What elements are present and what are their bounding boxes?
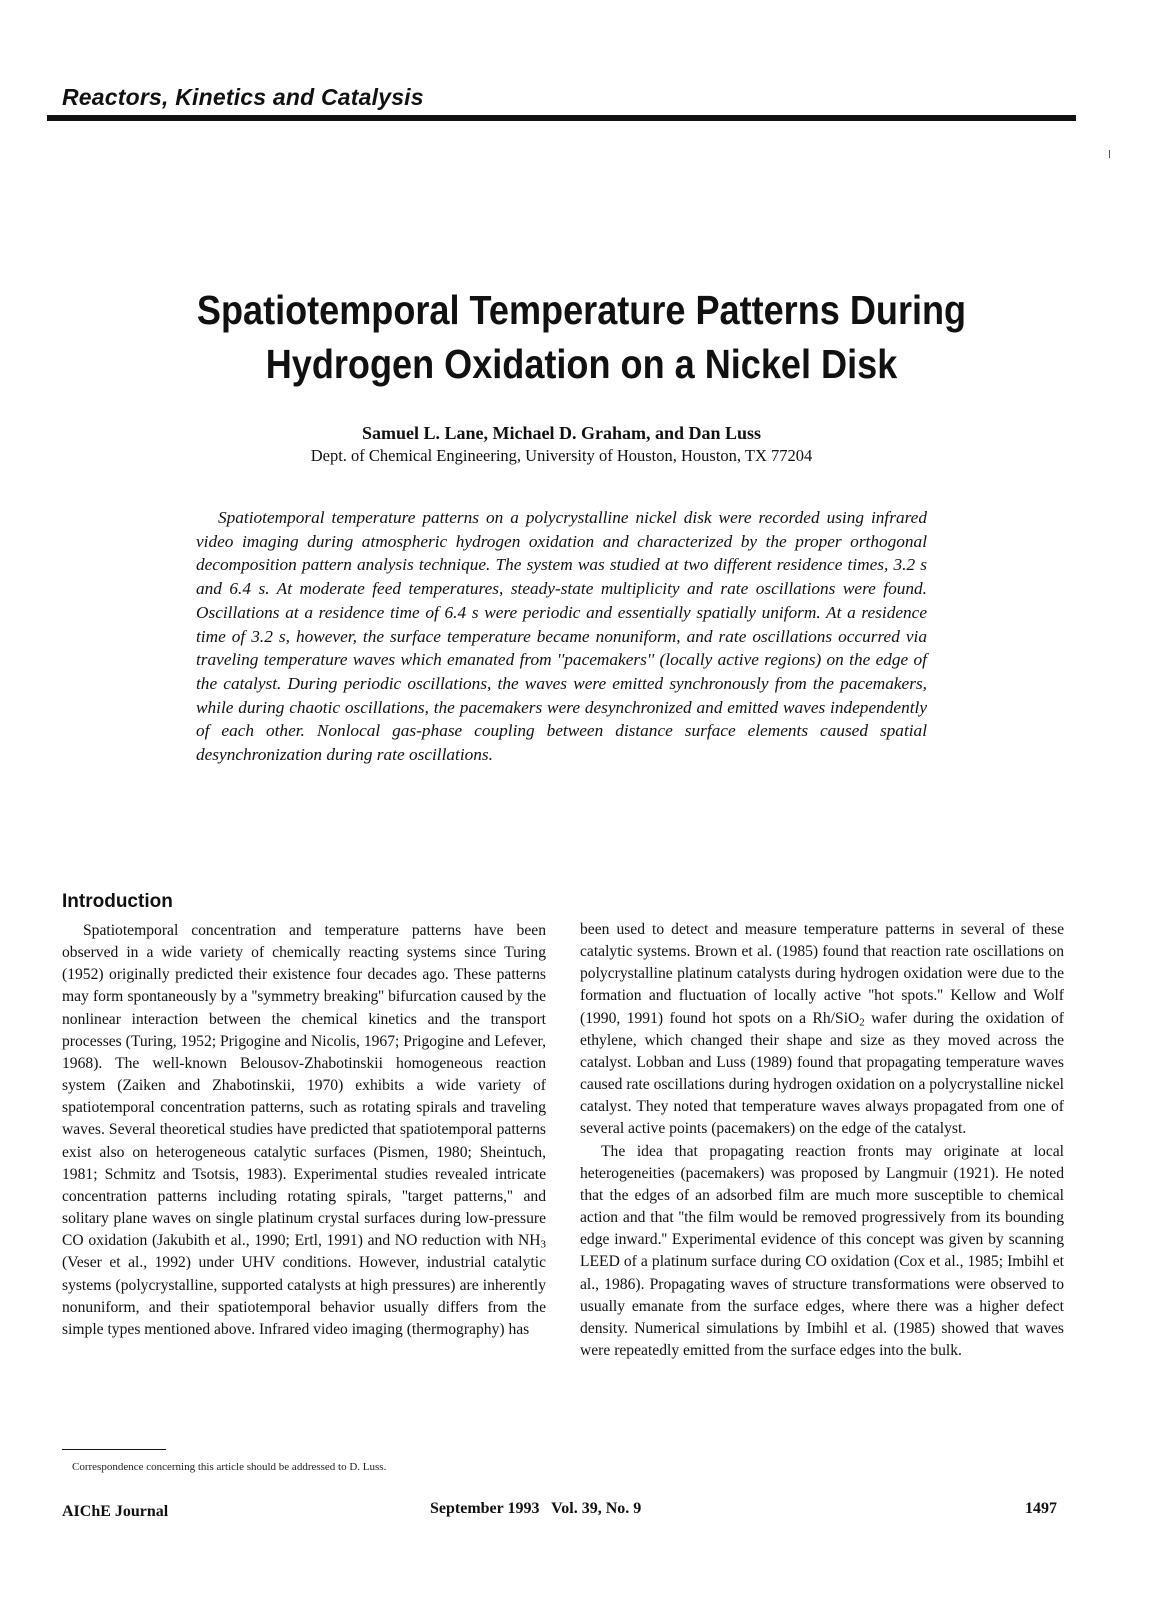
title-line-1: Spatiotemporal Temperature Patterns During bbox=[196, 287, 967, 333]
body-paragraph bbox=[580, 919, 1064, 1141]
page-number: 1497 bbox=[1025, 1500, 1057, 1517]
right-column bbox=[580, 919, 1064, 1362]
header-rule bbox=[47, 115, 1076, 121]
footer-issue bbox=[430, 1500, 641, 1518]
subscript: 3 bbox=[540, 1238, 546, 1251]
paper-title bbox=[105, 283, 1058, 391]
text-run: been used to detect and measure temperature patterns in several of these catalytic systems. Brown et al. (1985) found that reaction rate oscillations on polycrystalline platinum catalysts during hydrogen oxidation were due to the formation and fluctuation of locally active ''hot spots.'' Kellow and Wolf (1990, 1991) found hot spots on a Rh/SiO bbox=[580, 921, 1064, 1027]
left-column bbox=[62, 920, 546, 1341]
margin-mark bbox=[1109, 150, 1110, 158]
title-line-2: Hydrogen Oxidation on a Nickel Disk bbox=[265, 341, 898, 387]
abstract: Spatiotemporal temperature patterns on a polycrystalline nickel disk were recorded using infrared video imaging during atmospheric hydrogen oxidation and characterized by the proper orthogonal decomposition pattern analysis technique. The system was studied at two different residence times, 3.2 s and 6.4 s. At moderate feed temperatures, steady-state multiplicity and rate oscillations were found. Oscillations at a residence time of 6.4 s were periodic and essentially spatially uniform. At a residence time of 3.2 s, however, the surface temperature became nonuniform, and rate oscillations occurred via traveling temperature waves which emanated from ''pacemakers'' (locally active regions) on the edge of the catalyst. During periodic oscillations, the waves were emitted synchronously from the pacemakers, while during chaotic oscillations, the pacemakers were desynchronized and emitted waves independently of each other. Nonlocal gas-phase coupling between distance surface elements caused spatial desynchronization during rate oscillations. bbox=[196, 508, 927, 765]
introduction-heading: Introduction bbox=[62, 891, 173, 912]
footnote: Correspondence concerning this article should be addressed to D. Luss. bbox=[72, 1461, 387, 1473]
subscript: 2 bbox=[859, 1016, 865, 1029]
authors: Samuel L. Lane, Michael D. Graham, and Dan Luss bbox=[361, 423, 762, 443]
footnote-rule bbox=[62, 1449, 166, 1450]
body-paragraph bbox=[62, 920, 546, 1341]
text-run: wafer during the oxidation of ethylene, which changed their shape and size as they moved across the catalyst. Lobban and Luss (1989) found that propagating temperature waves caused rate oscillations during hydrogen oxidation on a polycrystalline nickel catalyst. They noted that temperature waves always propagated from one of several active points (pacemakers) on the edge of the catalyst. bbox=[580, 1009, 1064, 1138]
body-paragraph: The idea that propagating reaction fronts may originate at local heterogeneities (pacemakers) was proposed by Langmuir (1921). He noted that the edges of an adsorbed film are much more susceptible to chemical action and that ''the film would be removed progressively from its bounding edge inward.'' Experimental evidence of this concept was given by scanning LEED of a platinum surface during CO oxidation (Cox et al., 1985; Imbihl et al., 1986). Propagating waves of structure transformations were observed to usually emanate from the surface edges, where there was a higher defect density. Numerical simulations by Imbihl et al. (1985) showed that waves were repeatedly emitted from the surface edges into the bulk. bbox=[580, 1142, 1064, 1359]
footer-issue-text: September 1993 Vol. 39, No. 9 bbox=[430, 1500, 642, 1517]
footer-journal: AIChE Journal bbox=[62, 1503, 169, 1520]
text-run: (Veser et al., 1992) under UHV conditions. However, industrial catalytic systems (polycrystalline, supported catalysts at high pressures) are inherently nonuniform, and their spatiotemporal behavior usually differs from the simple types mentioned above. Infrared video imaging (thermography) has bbox=[62, 1254, 546, 1338]
affiliation: Dept. of Chemical Engineering, University of Houston, Houston, TX 77204 bbox=[310, 446, 813, 465]
text-run: Spatiotemporal concentration and temperature patterns have been observed in a wide variety of chemically reacting systems since Turing (1952) originally predicted their existence four decades ago. These patterns may form spontaneously by a ''symmetry breaking'' bifurcation caused by the nonlinear interaction between the chemical kinetics and the transport processes (Turing, 1952; Prigogine and Nicolis, 1967; Prigogine and Lefever, 1968). The well-known Belousov-Zhabotinskii homogeneous reaction system (Zaiken and Zhabotinskii, 1970) exhibits a wide variety of spatiotemporal concentration patterns, such as rotating spirals and traveling waves. Several theoretical studies have predicted that spatiotemporal patterns exist also on heterogeneous catalytic surfaces (Pismen, 1980; Sheintuch, 1981; Schmitz and Tsotsis, 1983). Experimental studies revealed intricate concentration patterns including rotating spirals, ''target patterns,'' and solitary plane waves on single platinum crystal surfaces during low-pressure CO oxidation (Jakubith et al., 1990; Ertl, 1991) and NO reduction with NH bbox=[62, 922, 546, 1250]
section-heading: Reactors, Kinetics and Catalysis bbox=[62, 84, 424, 110]
